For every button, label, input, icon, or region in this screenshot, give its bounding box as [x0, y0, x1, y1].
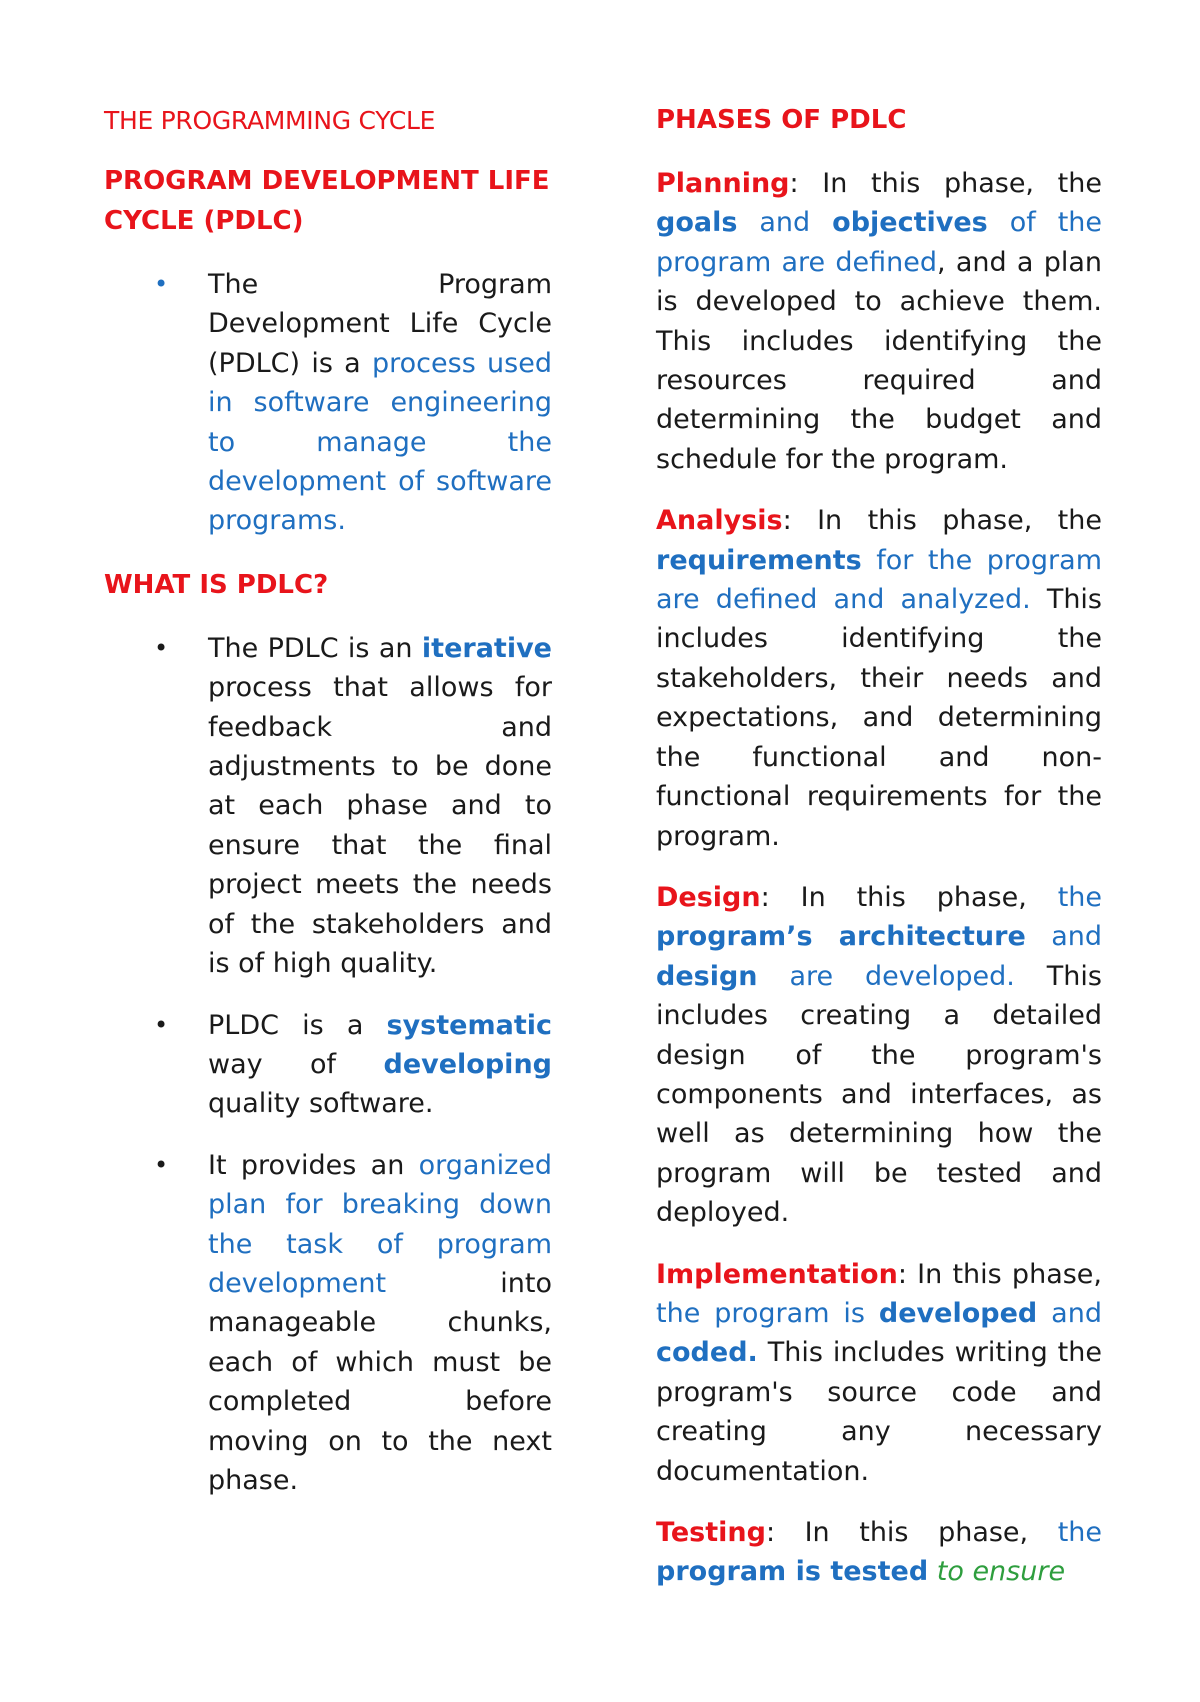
text-span: : In this phase,	[897, 1258, 1102, 1290]
highlight-text: and	[1025, 921, 1102, 953]
right-column	[656, 100, 1102, 1614]
highlight-text: process used in software engineering to manage the development of software programs.	[208, 347, 552, 537]
highlight-text: iterative	[421, 632, 552, 664]
pdlc-heading: PROGRAM DEVELOPMENT LIFE CYCLE (PDLC)	[104, 166, 550, 236]
text-span: It provides an	[208, 1149, 419, 1181]
list-item	[104, 1146, 552, 1501]
bullet-icon: •	[154, 1150, 169, 1179]
highlight-text: the	[1057, 881, 1102, 913]
phase-name: Analysis	[656, 505, 783, 537]
text-span: This includes creating a detailed design of the program's components and interfaces, as well as determining how the program will be tested and deployed.	[656, 960, 1102, 1229]
text-span: way of	[208, 1048, 384, 1080]
text-span: The PDLC is an	[208, 632, 422, 664]
phase-analysis	[656, 501, 1102, 856]
text-span: : In this phase, the	[782, 505, 1102, 537]
highlight-text: coded.	[656, 1337, 758, 1369]
highlight-text: organized plan for breaking down the task of program development	[208, 1149, 552, 1299]
phase-planning	[656, 164, 1102, 479]
text-span	[928, 1556, 937, 1587]
text-span: The Program Development Life Cycle (PDLC) is a	[208, 269, 552, 379]
left-column	[104, 100, 552, 1524]
bullet-icon: •	[154, 633, 169, 662]
text-span: PLDC is a	[208, 1009, 387, 1041]
highlight-text: and	[737, 207, 833, 239]
phase-name: Implementation	[656, 1258, 898, 1290]
highlight-text: the program is	[656, 1297, 879, 1329]
highlight-text: systematic	[386, 1009, 552, 1041]
bullet-icon: •	[154, 270, 169, 298]
intro-list	[104, 265, 552, 541]
highlight-text: and	[1037, 1297, 1102, 1329]
highlight-text: to ensure	[936, 1556, 1066, 1588]
phases-heading: PHASES OF PDLC	[656, 105, 907, 135]
bullet-icon: •	[154, 1010, 169, 1039]
phase-name: Planning	[656, 168, 790, 199]
text-span: : In this phase, the	[789, 168, 1102, 199]
highlight-text: objectives	[832, 207, 988, 239]
text-span: This includes identifying the stakeholders, their needs and expectations, and determining the functional and non-functional requirements for the program.	[656, 584, 1102, 852]
highlight-text: for the program are defined and analyzed.	[656, 544, 1102, 616]
text-span: process that allows for feedback and adjustments to be done at each phase and to ensure that the final project meets the needs of the stakeholders and is of high quality.	[208, 672, 552, 980]
phase-design	[656, 878, 1102, 1233]
text-span: quality software.	[208, 1088, 434, 1120]
highlight-text: developing	[383, 1048, 552, 1080]
text-span: , and a plan is developed to achieve them. This includes identifying the resources required and determining the budget and schedule for the program.	[656, 246, 1102, 475]
text-span: into manageable chunks, each of which must be completed before moving on to the next phase.	[208, 1267, 552, 1496]
highlight-text: developed	[878, 1297, 1038, 1329]
highlight-text: of the program are defined	[656, 207, 1103, 278]
text-span: : In this phase,	[760, 881, 1058, 913]
what-is-pdlc-heading: WHAT IS PDLC?	[104, 569, 329, 600]
text-span: This includes writing the program's source code and creating any necessary documentation.	[656, 1337, 1102, 1487]
phase-testing	[656, 1513, 1102, 1592]
highlight-text: goals	[656, 207, 738, 239]
list-item	[104, 265, 552, 541]
what-is-list	[104, 629, 552, 1501]
highlight-text: the	[1057, 1517, 1102, 1548]
highlight-text: program is tested	[656, 1556, 929, 1588]
document-title: THE PROGRAMMING CYCLE	[104, 106, 436, 135]
highlight-text: are developed.	[757, 960, 1015, 992]
list-item	[104, 629, 552, 984]
highlight-text: requirements	[656, 544, 862, 576]
phase-name: Design	[656, 881, 761, 913]
highlight-text: design	[656, 960, 758, 992]
phase-name: Testing	[656, 1517, 766, 1548]
highlight-text: program’s architecture	[656, 921, 1026, 953]
list-item	[104, 1006, 552, 1124]
text-span: : In this phase,	[765, 1517, 1058, 1548]
phase-implementation	[656, 1255, 1102, 1491]
